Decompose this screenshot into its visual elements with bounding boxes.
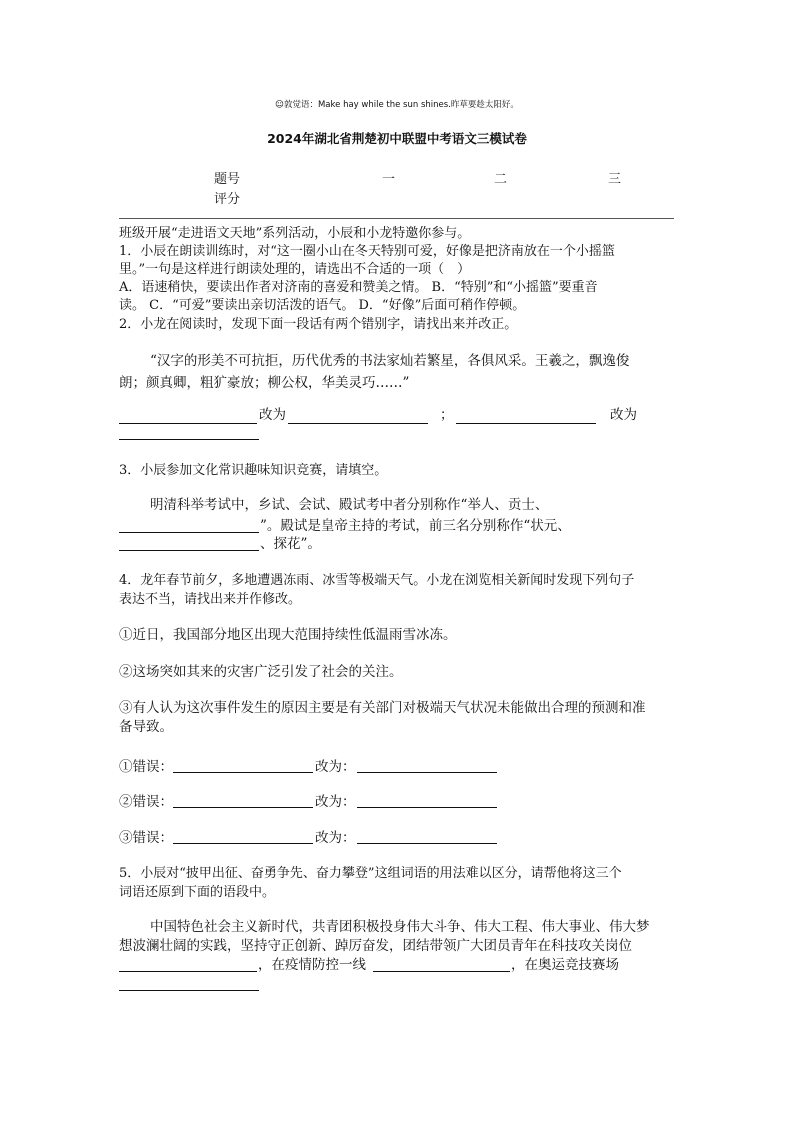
fix-label: 改为： <box>315 830 356 846</box>
fix-label: 改为： <box>315 794 356 810</box>
answer-blank[interactable] <box>288 423 428 424</box>
score-table-col-header: 二 <box>494 172 508 187</box>
question-3-text: 、探花”。 <box>260 536 321 552</box>
question-4-sentence: ①近日，我国部分地区出现大范围持续性低温雨雪冰冻。 <box>119 627 457 643</box>
question-1-option-line: 读。 C．“可爱”要读出亲切活泼的语气。 D．“好像”后面可稍作停顿。 <box>119 298 526 313</box>
change-to-label: 改为 <box>610 407 637 423</box>
answer-blank[interactable] <box>357 772 497 773</box>
answer-blank[interactable] <box>173 843 313 844</box>
answer-blank[interactable] <box>173 807 313 808</box>
error-label: ①错误： <box>119 759 173 775</box>
question-5-passage: ，在疫情防控一线 <box>258 957 366 973</box>
score-table-col-header: 三 <box>608 172 622 187</box>
answer-blank[interactable] <box>373 971 510 972</box>
question-1-line: 里。”一句是这样进行朗读处理的，请选出不合适的一项（ ） <box>119 262 471 277</box>
question-4-sentence: ③有人认为这次事件发生的原因主要是有关部门对极端天气状况未能做出合理的预测和准 <box>119 700 646 716</box>
answer-blank[interactable] <box>119 971 257 972</box>
question-3-stem: 3．小辰参加文化常识趣味知识竞赛，请填空。 <box>119 463 388 478</box>
page-title: 2024年湖北省荆楚初中联盟中考语文三模试卷 <box>267 131 527 146</box>
change-to-label: 改为 <box>259 407 286 423</box>
question-3-text: ”。殿试是皇帝主持的考试，前三名分别称作“状元、 <box>260 518 571 534</box>
answer-blank[interactable] <box>119 532 259 533</box>
answer-blank[interactable] <box>119 423 257 424</box>
question-2-passage: “汉字的形美不可抗拒，历代优秀的书法家灿若繁星，各俱风采。王羲之，飘逸俊 <box>150 353 630 369</box>
question-5-passage: 想波澜壮阔的实践，坚持守正创新、踔厉奋发，团结带领广大团员青年在科技攻关岗位 <box>119 938 632 954</box>
question-5-passage: ，在奥运竞技赛场 <box>511 957 619 973</box>
error-label: ②错误： <box>119 794 173 810</box>
question-2-stem: 2．小龙在阅读时，发现下面一段话有两个错别字，请找出来并改正。 <box>119 317 518 332</box>
question-4-sentence: 备导致。 <box>119 719 173 735</box>
question-1-line: 1．小辰在朗读训练时，对“这一圈小山在冬天特别可爱，好像是把济南放在一个小摇篮 <box>119 244 615 259</box>
motto: ☺敦觉语：Make hay while the sun shines.昨草要趁太阳好。 <box>275 100 519 110</box>
question-4-sentence: ②这场突如其来的灾害广泛引发了社会的关注。 <box>119 664 403 680</box>
answer-blank[interactable] <box>357 807 497 808</box>
fix-label: 改为： <box>315 759 356 775</box>
answer-blank[interactable] <box>173 772 313 773</box>
question-5-passage: 中国特色社会主义新时代，共青团积极投身伟大斗争、伟大工程、伟大事业、伟大梦 <box>150 919 650 935</box>
question-2-passage: 朗；颜真卿，粗犷豪放；柳公权，华美灵巧……” <box>119 375 410 391</box>
question-4-stem: 表达不当，请找出来并作修改。 <box>119 592 302 607</box>
divider <box>119 218 674 219</box>
answer-blank[interactable] <box>357 843 497 844</box>
question-3-text: 明清科举考试中，乡试、会试、殿试考中者分别称作“举人、贡士、 <box>150 497 549 513</box>
score-table-row-label: 评分 <box>214 192 241 207</box>
error-label: ③错误： <box>119 830 173 846</box>
answer-blank[interactable] <box>119 439 259 440</box>
answer-blank[interactable] <box>119 990 259 991</box>
intro-text: 班级开展“走进语文天地”系列活动，小辰和小龙特邀你参与。 <box>119 226 471 241</box>
question-5-stem: 5．小辰对“披甲出征、奋勇争先、奋力攀登”这组词语的用法难以区分，请帮他将这三个 <box>119 866 622 881</box>
answer-blank[interactable] <box>119 550 259 551</box>
question-4-stem: 4．龙年春节前夕，多地遭遇冻雨、冰雪等极端天气。小龙在浏览相关新闻时发现下列句子 <box>119 573 635 588</box>
separator: ； <box>440 407 454 423</box>
answer-blank[interactable] <box>456 423 596 424</box>
question-1-option-line: A．语速稍快，要读出作者对济南的喜爱和赞美之情。 B．“特别”和“小摇篮”要重音 <box>119 280 598 295</box>
question-5-stem: 词语还原到下面的语段中。 <box>119 885 276 900</box>
score-table-row-label: 题号 <box>214 172 241 187</box>
score-table-col-header: 一 <box>382 172 396 187</box>
